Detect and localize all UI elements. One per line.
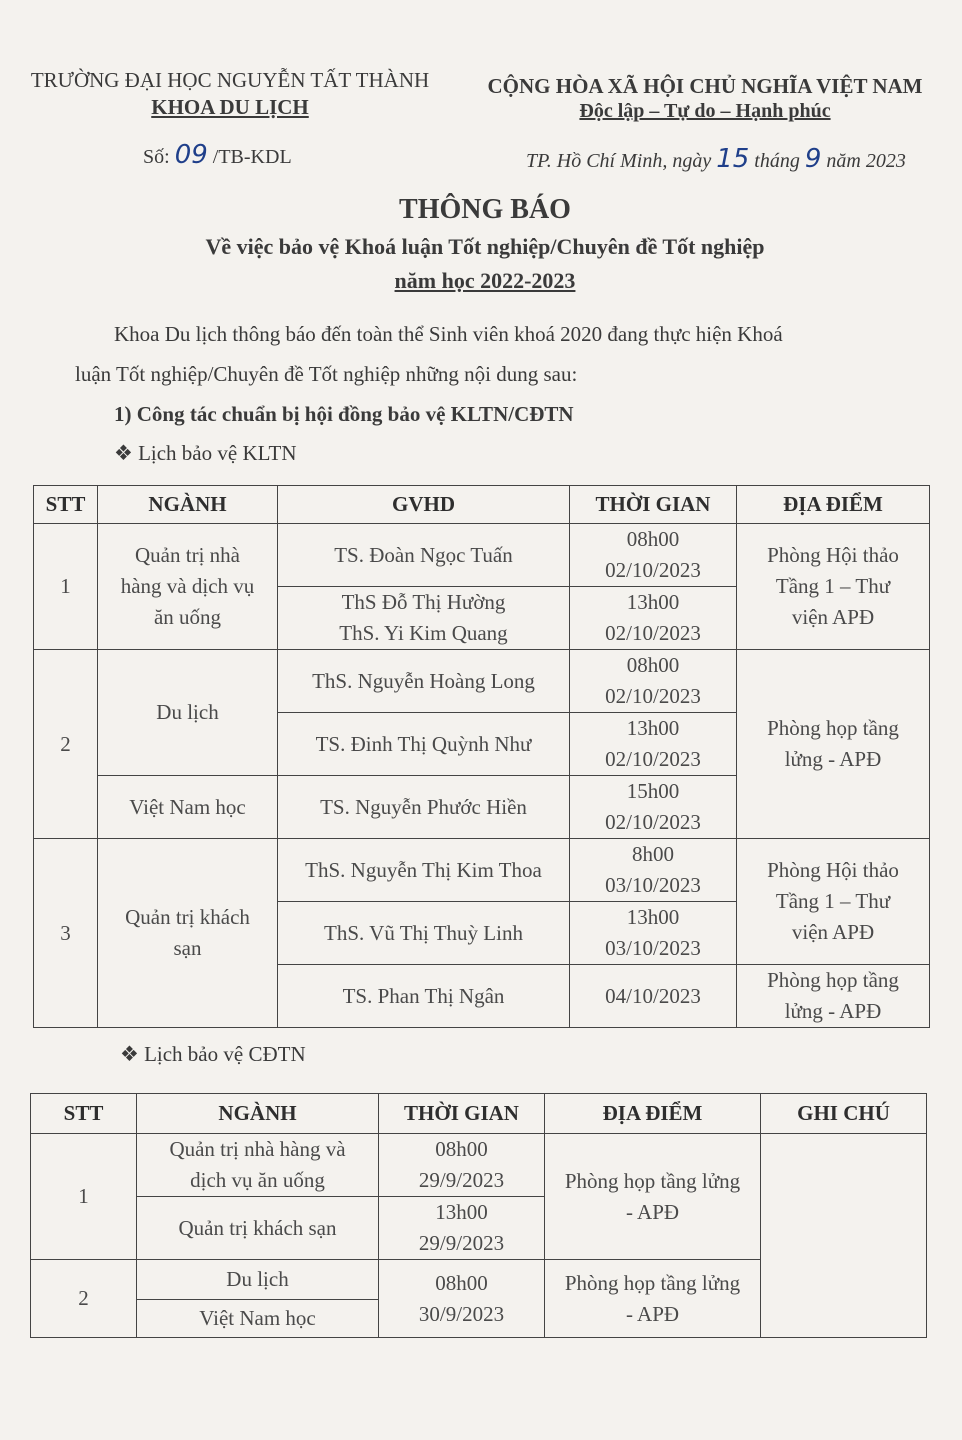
- header-stt: STT: [34, 486, 98, 524]
- header-supervisor: GVHD: [278, 486, 570, 524]
- date-month: 9: [804, 144, 822, 174]
- stt-cell: 2: [34, 650, 98, 839]
- time-cell: 08h00 02/10/2023: [570, 650, 737, 713]
- intro-line-2: luận Tốt nghiệp/Chuyên đề Tốt nghiệp những nội dung sau:: [75, 362, 578, 386]
- header-major: NGÀNH: [137, 1094, 379, 1134]
- date-year-label: năm 2023: [826, 150, 906, 172]
- supervisor-cell: ThS. Vũ Thị Thuỳ Linh: [278, 902, 570, 965]
- stt-cell: 1: [31, 1134, 137, 1260]
- table-row: [34, 839, 930, 902]
- table-row: [34, 650, 930, 713]
- table-header-row: [31, 1094, 927, 1134]
- note-cell: [761, 1134, 927, 1338]
- header-stt: STT: [31, 1094, 137, 1134]
- stt-cell: 3: [34, 839, 98, 1028]
- number-suffix: /TB-KDL: [212, 146, 292, 168]
- time-cell: 8h00 03/10/2023: [570, 839, 737, 902]
- header-location: ĐỊA ĐIỂM: [737, 486, 930, 524]
- supervisor-cell: TS. Phan Thị Ngân: [278, 965, 570, 1028]
- nation-title: CỘNG HÒA XÃ HỘI CHỦ NGHĨA VIỆT NAM: [487, 74, 923, 98]
- time-cell: 13h00 02/10/2023: [570, 587, 737, 650]
- document-number: [143, 140, 292, 170]
- stt-cell: 1: [34, 524, 98, 650]
- major-cell: Việt Nam học: [137, 1300, 379, 1338]
- kltn-heading: ❖ Lịch bảo vệ KLTN: [114, 441, 297, 465]
- time-cell: 04/10/2023: [570, 965, 737, 1028]
- notice-year: năm học 2022-2023: [394, 268, 576, 293]
- date-month-label: tháng: [754, 150, 800, 172]
- major-cell: Du lịch: [98, 650, 278, 776]
- location-cell: Phòng họp tầng lửng - APĐ: [545, 1260, 761, 1338]
- date-day: 15: [716, 144, 750, 174]
- stt-cell: 2: [31, 1260, 137, 1338]
- faculty-name: KHOA DU LỊCH: [151, 95, 309, 119]
- time-cell: 13h00 29/9/2023: [379, 1197, 545, 1260]
- notice-title: THÔNG BÁO: [399, 194, 571, 225]
- major-cell: Du lịch: [137, 1260, 379, 1300]
- table-header-row: [34, 486, 930, 524]
- number-prefix: Số:: [143, 146, 170, 168]
- time-cell: 08h00 02/10/2023: [570, 524, 737, 587]
- intro-line-1: Khoa Du lịch thông báo đến toàn thể Sinh viên khoá 2020 đang thực hiện Khoá: [114, 322, 783, 346]
- header-major: NGÀNH: [98, 486, 278, 524]
- major-cell: Quản trị nhà hàng và dịch vụ ăn uống: [137, 1134, 379, 1197]
- major-cell: Quản trị khách sạn: [98, 839, 278, 1028]
- number-handwritten: 09: [174, 140, 208, 170]
- cdtn-heading: ❖ Lịch bảo vệ CĐTN: [120, 1042, 306, 1066]
- time-cell: 13h00 03/10/2023: [570, 902, 737, 965]
- supervisor-cell: TS. Đoàn Ngọc Tuấn: [278, 524, 570, 587]
- major-cell: Quản trị nhà hàng và dịch vụ ăn uống: [98, 524, 278, 650]
- location-cell: Phòng họp tầng lửng - APĐ: [737, 965, 930, 1028]
- cdtn-schedule-table: [30, 1093, 927, 1338]
- header-location: ĐỊA ĐIỂM: [545, 1094, 761, 1134]
- location-cell: Phòng Hội thảo Tầng 1 – Thư viện APĐ: [737, 524, 930, 650]
- supervisor-cell: TS. Đinh Thị Quỳnh Như: [278, 713, 570, 776]
- date-line: [526, 144, 906, 174]
- time-cell: 08h00 29/9/2023: [379, 1134, 545, 1197]
- header-time: THỜI GIAN: [570, 486, 737, 524]
- time-cell: 08h00 30/9/2023: [379, 1260, 545, 1338]
- table-row: [31, 1134, 927, 1197]
- location-cell: Phòng họp tầng lửng - APĐ: [545, 1134, 761, 1260]
- supervisor-cell: TS. Nguyễn Phước Hiền: [278, 776, 570, 839]
- motto: Độc lập – Tự do – Hạnh phúc: [579, 100, 831, 122]
- supervisor-cell: ThS Đỗ Thị Hường ThS. Yi Kim Quang: [278, 587, 570, 650]
- location-cell: Phòng họp tầng lửng - APĐ: [737, 650, 930, 839]
- header-time: THỜI GIAN: [379, 1094, 545, 1134]
- date-place: TP. Hồ Chí Minh, ngày: [526, 150, 712, 172]
- major-cell: Việt Nam học: [98, 776, 278, 839]
- major-cell: Quản trị khách sạn: [137, 1197, 379, 1260]
- location-cell: Phòng Hội thảo Tầng 1 – Thư viện APĐ: [737, 839, 930, 965]
- notice-subtitle: Về việc bảo vệ Khoá luận Tốt nghiệp/Chuyên đề Tốt nghiệp: [205, 234, 765, 259]
- time-cell: 15h00 02/10/2023: [570, 776, 737, 839]
- header-note: GHI CHÚ: [761, 1094, 927, 1134]
- kltn-schedule-table: [33, 485, 930, 1028]
- time-cell: 13h00 02/10/2023: [570, 713, 737, 776]
- school-name: TRƯỜNG ĐẠI HỌC NGUYỄN TẤT THÀNH: [30, 68, 430, 92]
- table-row: [34, 524, 930, 587]
- section-1-heading: 1) Công tác chuẩn bị hội đồng bảo vệ KLTN/CĐTN: [114, 402, 574, 426]
- supervisor-cell: ThS. Nguyễn Hoàng Long: [278, 650, 570, 713]
- supervisor-cell: ThS. Nguyễn Thị Kim Thoa: [278, 839, 570, 902]
